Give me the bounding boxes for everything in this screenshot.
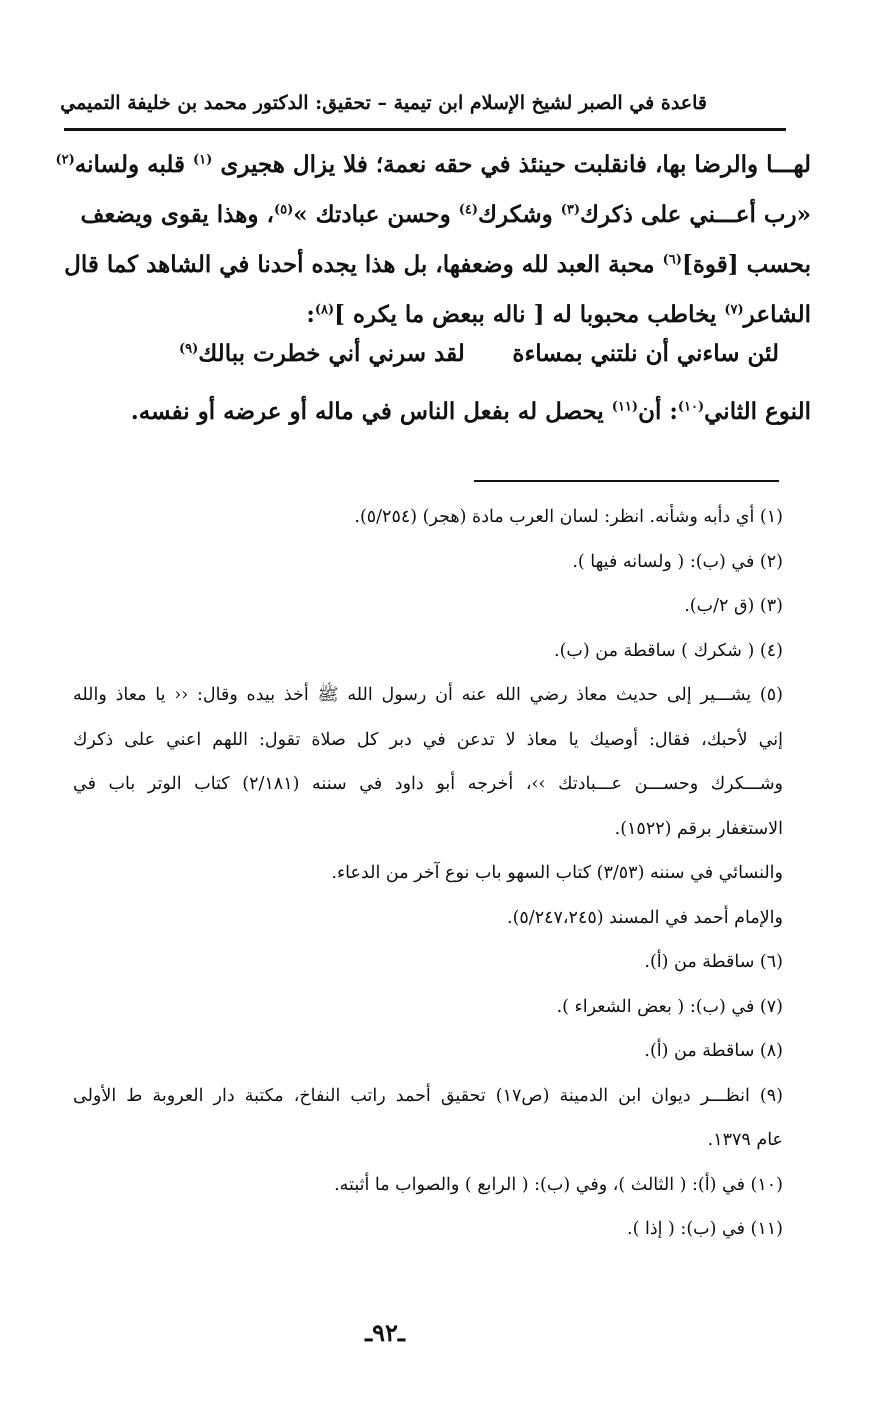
body-line-1: لهـــا والرضا بها، فانقلبت حينئذ في حقه نعمة؛ فلا يزال هجيرى $^{(١)}$ قلبه ولسانه$^{(٢)}$ [55,151,811,178]
footnote-9-cont: عام ١٣٧٩. [707,1130,783,1150]
footnote-4: (٤) ( شكرك ) ساقطة من (ب). [554,640,783,661]
footnote-5-cont: إني لأحبك، فقال: أوصيك يا معاذ لا تدعن في دبر كل صلاة تقول: اللهم اعني على ذكرك [73,729,783,750]
footnote-8: (٨) ساقطة من (أ). [644,1041,783,1061]
footnote-separator [474,480,779,482]
footnote-3: (٣) (ق ٢/ب). [684,596,783,616]
footnote-6: (٦) ساقطة من (أ). [644,952,783,972]
verse-second-hemistich: لقد سرني أني خطرت ببالك$^{(٩)}$ [179,340,465,367]
footnote-10: (١٠) في (أ): ( الثالث )، وفي (ب): ( الرابع ) والصواب ما أثبته. [334,1174,783,1195]
footnote-5-cont: وشـــكرك وحســـن عـــبادتك ››، أخرجه أبو داود في سننه (٢/١٨١) كتاب الوتر باب في [73,774,783,794]
running-header: قاعدة في الصبر لشيخ الإسلام ابن تيمية – تحقيق: الدكتور محمد بن خليفة التميمي [60,92,707,114]
body-line-4: الشاعر$^{(٧)}$ يخاطب محبوبا له [ ناله ببعض ما يكره ]$^{(٨)}$: [306,301,811,328]
header-rule [64,128,786,131]
footnote-7: (٧) في (ب): ( بعض الشعراء ). [556,996,783,1017]
footnotes [73,495,783,1252]
footnote-11: (١١) في (ب): ( إذا ). [627,1219,783,1239]
footnote-1: (١) أي دأبه وشأنه. انظر: لسان العرب مادة (هجر) (٥/٢٥٤). [354,507,783,527]
footnote-ref[interactable]: (٨) [314,302,335,318]
footnote-ref[interactable]: (٢) [55,152,75,168]
poetry-verse [179,340,779,367]
footnote-2: (٢) في (ب): ( ولسانه فيها ). [572,551,783,572]
footnote-ref[interactable]: (١٠) [677,399,705,415]
footnote-5-cont: والإمام أحمد في المسند (٥/٢٤٧،٢٤٥). [507,907,783,928]
footnote-ref[interactable]: (٥) [273,202,294,218]
footnote-ref[interactable]: (٧) [724,302,744,318]
footnote-ref[interactable]: (٣) [560,202,581,218]
main-text [55,140,811,340]
footnote-ref[interactable]: (٦) [662,252,682,268]
footnote-ref[interactable]: (١) [193,152,213,168]
footnote-5: (٥) يشـــير إلى حديث معاذ رضي الله عنه أن رسول الله ﷺ أخذ بيده وقال: ‹‹ يا معاذ والله [73,685,783,705]
verse-first-hemistich: لئن ساءني أن نلتني بمساءة [512,340,779,367]
footnote-ref[interactable]: (١١) [611,399,639,415]
footnote-ref[interactable]: (٤) [458,202,478,218]
page-number: ـ٩٢ـ [365,1318,405,1347]
footnote-ref[interactable]: (٩) [179,341,199,357]
second-type-paragraph: النوع الثاني$^{(١٠)}$: أن$^{(١١)}$ يحصل له بفعل الناس في ماله أو عرضه أو نفسه. [130,398,811,425]
body-line-3: بحسب [قوة]$^{(٦)}$ محبة العبد لله وضعفها، بل هذا يجده أحدنا في الشاهد كما قال [64,251,811,278]
body-line-2: «رب أعـــني على ذكرك$^{(٣)}$ وشكرك$^{(٤)}$ وحسن عبادتك »$^{(٥)}$، وهذا يقوى ويضعف [80,201,811,228]
footnote-5-cont: والنسائي في سننه (٣/٥٣) كتاب السهو باب نوع آخر من الدعاء. [331,863,783,883]
footnote-5-cont: الاستغفار برقم (١٥٢٢). [614,818,783,839]
footnote-9: (٩) انظـــر ديوان ابن الدمينة (ص١٧) تحقيق أحمد راتب النفاخ، مكتبة دار العروبة ط الأولى [73,1085,783,1106]
